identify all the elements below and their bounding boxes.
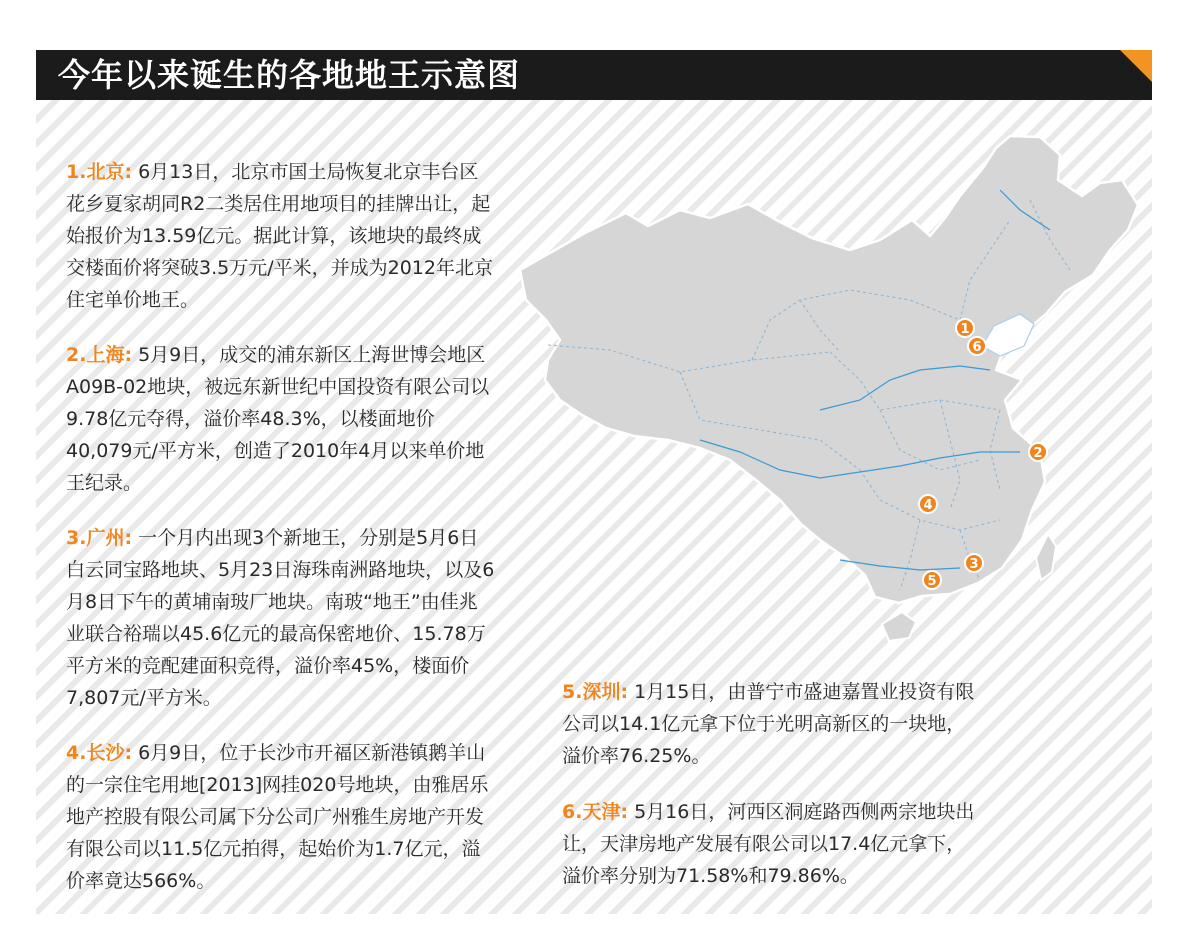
marker-guangzhou (965, 554, 983, 572)
entry-body: 5月16日，河西区洞庭路西侧两宗地块出让，天津房地产发展有限公司以17.4亿元拿下，溢价率分别为71.58%和79.86%。 (562, 801, 975, 887)
entry-tianjin (562, 796, 982, 892)
marker-label: 2 (1033, 446, 1043, 461)
entry-beijing (66, 156, 496, 316)
entry-heading: 1.北京: (66, 161, 133, 183)
entry-body: 1月15日，由普宁市盛迪嘉置业投资有限公司以14.1亿元拿下位于光明高新区的一块地，溢价率76.25%。 (562, 681, 975, 767)
marker-label: 3 (969, 557, 979, 572)
entry-body: 6月13日，北京市国土局恢复北京丰台区花乡夏家胡同R2二类居住用地项目的挂牌出让，起始报价为13.59亿元。据此计算，该地块的最终成交楼面价将突破3.5万元/平米，并成为2012年北京住宅单价地王。 (66, 161, 493, 311)
marker-label: 1 (960, 322, 970, 337)
entry-guangzhou (66, 522, 496, 714)
entry-heading: 2.上海: (66, 344, 133, 366)
entry-heading: 4.长沙: (66, 742, 133, 764)
taiwan-island (1036, 534, 1056, 580)
entry-heading: 5.深圳: (562, 681, 629, 703)
page-title: 今年以来诞生的各地地王示意图 (58, 56, 521, 94)
entry-shanghai (66, 339, 496, 499)
marker-changsha (919, 495, 937, 513)
entry-body: 6月9日，位于长沙市开福区新港镇鹅羊山的一宗住宅用地[2013]网挂020号地块，由雅居乐地产控股有限公司属下分公司广州雅生房地产开发有限公司以11.5亿元拍得，起始价为1.7亿元，溢价率竟达566%。 (66, 742, 489, 892)
mainland-outline (520, 136, 1138, 603)
entry-heading: 3.广州: (66, 527, 133, 549)
entry-shenzhen (562, 676, 982, 772)
marker-shanghai (1029, 443, 1047, 461)
entry-heading: 6.天津: (562, 801, 629, 823)
entry-body: 一个月内出现3个新地王，分别是5月6日白云同宝路地块、5月23日海珠南洲路地块，以及6月8日下午的黄埔南玻厂地块。南玻“地王”由佳兆业联合裕瑞以45.6亿元的最高保密地价、15.78万平方米的竞配建面积竞得，溢价率45%，楼面价7,807元/平方米。 (66, 527, 495, 709)
hainan-island (882, 612, 916, 641)
marker-label: 6 (972, 340, 982, 355)
entry-changsha (66, 737, 496, 897)
marker-label: 5 (927, 574, 937, 589)
marker-label: 4 (923, 498, 933, 513)
entry-body: 5月9日，成交的浦东新区上海世博会地区A09B-02地块，被远东新世纪中国投资有限公司以9.78亿元夺得，溢价率48.3%，以楼面地价40,079元/平方米，创造了2010年4月以来单价地王纪录。 (66, 344, 490, 494)
marker-tianjin (968, 337, 986, 355)
marker-shenzhen (923, 571, 941, 589)
marker-beijing (956, 319, 974, 337)
